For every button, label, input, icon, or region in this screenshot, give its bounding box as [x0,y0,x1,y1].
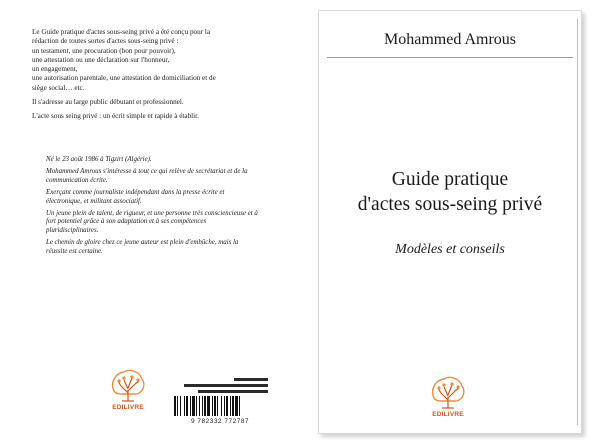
publisher-logo [424,376,472,426]
barcode-bar [196,396,197,416]
barcode-bar [199,396,200,416]
bio-paragraph: Mohammed Amrous s'intéresse à tout ce qui relève de secrétariat et de la communication écrite. [46,167,248,184]
barcode-bar [221,396,222,416]
intro-line: un testament, une procuration (bon pour pouvoir), [32,46,176,55]
bio-paragraph: Exerçant comme journaliste indépendant dans la presse écrite et électronique, et militant associatif. [46,188,225,205]
back-cover-description [32,28,260,127]
intro-paragraph-1 [32,28,260,93]
intro-line: un engagement, [32,65,78,74]
bio-paragraph: Un jeune plein de talent, de rigueur, et une personne très consciencieuse et à fort potentiel grâce à son adaptation et à ses compétences pluridisciplinaires. [46,209,258,235]
intro-line: une attestation ou une déclaration sur l'honneur, [32,55,170,64]
intro-line: Le Guide pratique d'actes sous-seing privé a été conçu pour la [32,28,211,36]
barcode-bar [217,396,218,416]
cover-edge-rule [577,19,578,425]
barcode-bar [204,396,206,416]
intro-line: siège social… etc. [32,83,85,92]
bio-paragraph: Le chemin de gloire chez ce jeune auteur est plein d'embûche, mais la réussite est certaine. [46,239,239,256]
author-rule [327,57,573,58]
intro-line: rédaction de toutes sortes d'actes sous-seing privé : [32,37,179,46]
barcode-bar [190,396,191,416]
barcode-bar [174,396,176,416]
barcode [172,396,268,416]
isbn-price-block [172,378,268,426]
title-line-2: d'actes sous-seing privé [357,194,543,215]
barcode-bar [192,396,195,416]
price-label [234,378,268,381]
tree-logo-icon [430,376,466,410]
barcode-bar [177,396,178,416]
barcode-bar [214,396,216,416]
book-title [319,167,581,217]
barcode-bar [226,396,228,416]
barcode-bar [186,396,188,416]
author-bio [46,156,258,260]
barcode-bar [184,396,185,416]
barcode-bar [202,396,203,416]
intro-line: une autorisation parentale, une attestation de domiciliation et de [32,74,216,83]
barcode-digits: 9 782332 772787 [190,418,250,425]
barcode-bar [207,396,210,416]
barcode-bar [224,396,225,416]
barcode-bar [230,396,231,416]
barcode-bar [239,396,240,416]
title-line-1: Guide pratique [391,169,509,190]
front-cover [318,10,582,434]
tree-logo-icon [110,369,146,403]
publisher-name: EDILIVRE [112,404,144,411]
book-subtitle: Modèles et conseils [395,242,505,257]
barcode-bar [180,396,181,416]
publisher-logo [106,369,150,419]
barcode-bar [212,396,213,416]
barcode-bar [232,396,234,416]
author-name: Mohammed Amrous [384,31,516,48]
bio-paragraph: Né le 23 août 1986 à Tigzirt (Algérie). [46,156,152,163]
isbn-label [184,384,268,387]
intro-paragraph-3: L'acte sous seing privé : un écrit simple et rapide à établir. [32,112,199,121]
intro-paragraph-2: Il s'adresse au large public débutant et professionnel. [32,98,184,107]
publisher-name: EDILIVRE [432,411,464,418]
barcode-bar [235,396,238,416]
isbn-sub-label [198,390,268,393]
